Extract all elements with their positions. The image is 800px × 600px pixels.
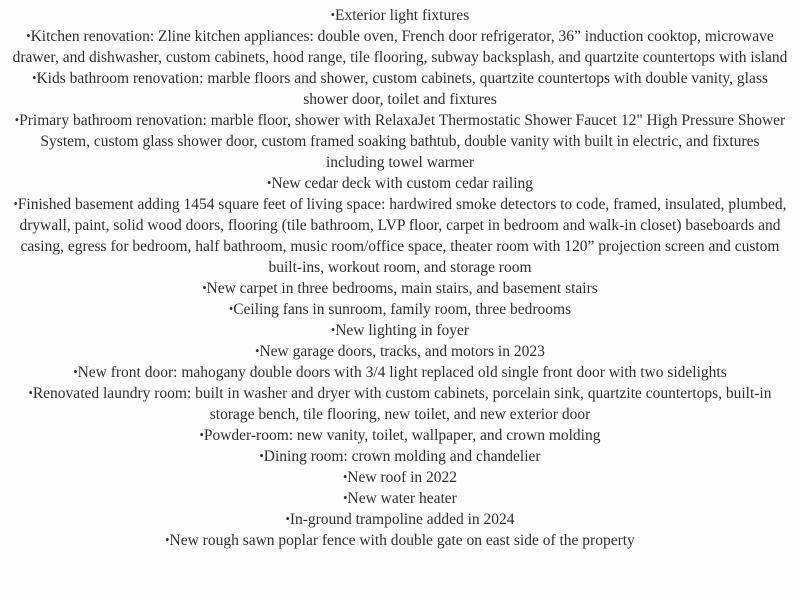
- bullet-icon: •: [342, 470, 348, 484]
- bullet-icon: •: [73, 365, 78, 379]
- list-item: [12, 110, 788, 173]
- list-item: [12, 467, 788, 488]
- list-item: [12, 509, 788, 530]
- bullet-icon: •: [32, 71, 37, 85]
- list-item: [12, 173, 788, 194]
- bullet-icon: •: [199, 428, 204, 442]
- list-item: [12, 341, 788, 362]
- bullet-icon: •: [330, 323, 336, 337]
- list-item-text: Kitchen renovation: Zline kitchen appliances: double oven, French door refrigerator, 36” induction cooktop, microwave drawer, and dishwasher, custom cabinets, hood range, tile flooring, subway backsplash, and quartzite countertops with island: [12, 28, 788, 66]
- list-item: [12, 278, 788, 299]
- list-item: [12, 488, 788, 509]
- list-item: [12, 299, 788, 320]
- list-item-text: New front door: mahogany double doors with 3/4 light replaced old single front door with two sidelights: [77, 364, 727, 381]
- list-item-text: New lighting in foyer: [335, 322, 470, 339]
- list-item-text: New roof in 2022: [347, 469, 458, 486]
- renovation-list: [12, 0, 788, 551]
- bullet-icon: •: [165, 533, 170, 547]
- bullet-icon: •: [266, 176, 272, 190]
- list-item-text: New cedar deck with custom cedar railing: [271, 175, 533, 192]
- bullet-icon: •: [343, 491, 348, 505]
- list-item: [12, 320, 788, 341]
- list-item: [12, 383, 788, 425]
- list-item-text: Renovated laundry room: built in washer and dryer with custom cabinets, porcelain sink, quartzite countertops, built-in storage bench, tile flooring, new toilet, and new exterior door: [32, 385, 772, 423]
- list-item: [12, 26, 788, 68]
- bullet-icon: •: [330, 8, 336, 22]
- list-item-text: Dining room: crown molding and chandelier: [263, 448, 541, 465]
- list-item: [12, 425, 788, 446]
- list-item: [12, 5, 788, 26]
- bullet-icon: •: [259, 449, 264, 463]
- list-item: [12, 194, 788, 278]
- bullet-icon: •: [13, 197, 18, 211]
- list-item-text: In-ground trampoline added in 2024: [289, 511, 515, 528]
- list-item: [12, 68, 788, 110]
- list-item-text: Exterior light fixtures: [335, 7, 470, 24]
- list-item: [12, 362, 788, 383]
- list-item: [12, 446, 788, 467]
- bullet-icon: •: [285, 512, 290, 526]
- list-item-text: Finished basement adding 1454 square feet of living space: hardwired smoke detectors to code, framed, insulated, plumbed, drywall, paint, solid wood doors, flooring (tile bathroom, LVP floor, carpet in bedroom and walk-in closet) baseboards and casing, egress for bedroom, half bathroom, music room/office space, theater room with 120” projection screen and custom built-ins, workout room, and storage room: [17, 196, 787, 276]
- bullet-icon: •: [28, 386, 33, 400]
- list-item: [12, 530, 788, 551]
- list-item-text: Powder-room: new vanity, toilet, wallpaper, and crown molding: [203, 427, 601, 444]
- bullet-icon: •: [228, 302, 234, 316]
- bullet-icon: •: [14, 113, 20, 127]
- list-item-text: New garage doors, tracks, and motors in 2023: [259, 343, 545, 360]
- list-item-text: Primary bathroom renovation: marble floor, shower with RelaxaJet Thermostatic Shower Faucet 12" High Pressure Shower System, custom glass shower door, custom framed soaking bathtub, double vanity with built in electric, and fixtures including towel warmer: [19, 112, 786, 171]
- list-item-text: Kids bathroom renovation: marble floors and shower, custom cabinets, quartzite countertops with double vanity, glass shower door, toilet and fixtures: [36, 70, 768, 108]
- list-item-text: Ceiling fans in sunroom, family room, three bedrooms: [233, 301, 572, 318]
- bullet-icon: •: [255, 344, 260, 358]
- list-item-text: New rough sawn poplar fence with double gate on east side of the property: [169, 532, 635, 549]
- bullet-icon: •: [26, 29, 31, 43]
- bullet-icon: •: [202, 281, 207, 295]
- list-item-text: New carpet in three bedrooms, main stairs, and basement stairs: [206, 280, 598, 297]
- list-item-text: New water heater: [347, 490, 457, 507]
